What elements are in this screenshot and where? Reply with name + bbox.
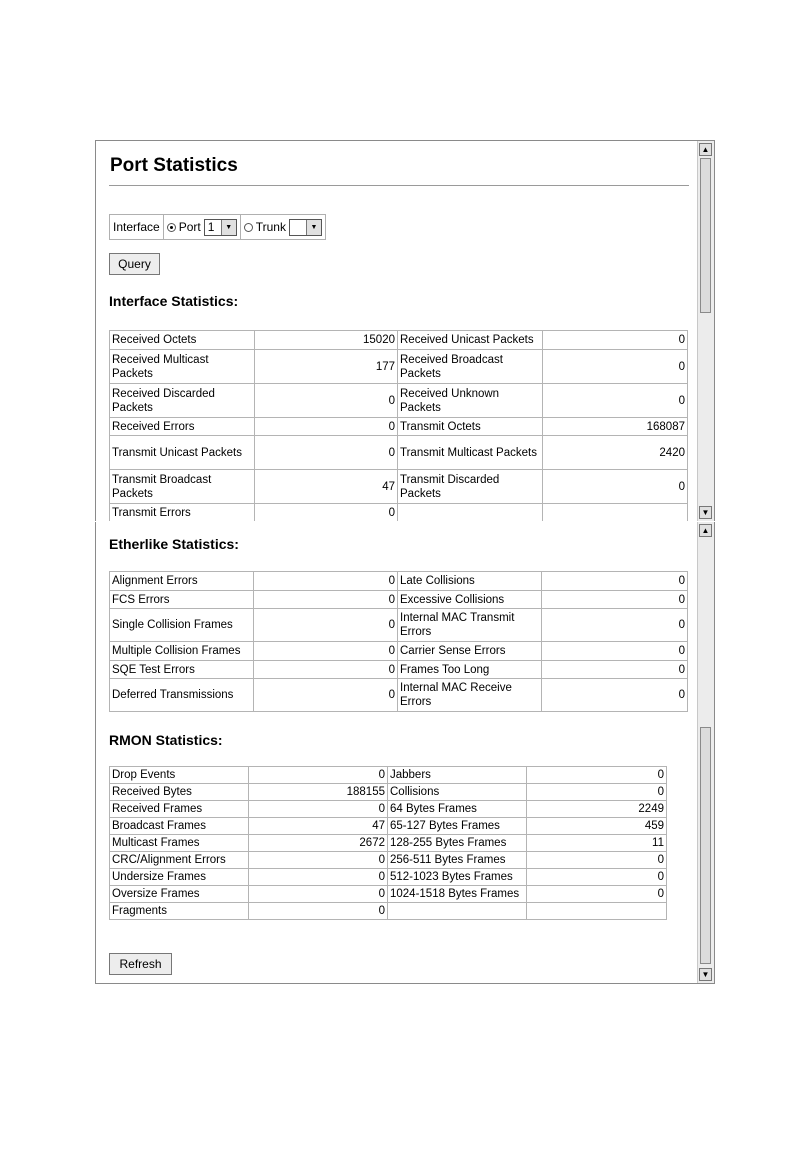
stat-value: 0 xyxy=(254,679,398,712)
stat-label: Received Broadcast Packets xyxy=(398,350,543,384)
table-row xyxy=(110,504,688,522)
stat-value: 2420 xyxy=(543,436,688,470)
stat-label: FCS Errors xyxy=(110,591,254,609)
stat-value xyxy=(527,903,667,920)
stat-label: 512-1023 Bytes Frames xyxy=(388,869,527,886)
stat-value: 168087 xyxy=(543,418,688,436)
stat-value: 11 xyxy=(527,835,667,852)
stat-value: 0 xyxy=(254,591,398,609)
scroll-down-icon[interactable]: ▼ xyxy=(699,968,712,981)
interface-label: Interface xyxy=(113,220,160,234)
stat-label: Transmit Octets xyxy=(398,418,543,436)
stat-label: Late Collisions xyxy=(398,572,542,591)
stat-label: Received Octets xyxy=(110,331,255,350)
stat-value: 0 xyxy=(254,609,398,642)
stat-label: SQE Test Errors xyxy=(110,661,254,679)
stat-value: 0 xyxy=(527,869,667,886)
table-row xyxy=(110,436,688,470)
chevron-down-icon[interactable]: ▼ xyxy=(306,220,321,235)
stat-label: Internal MAC Receive Errors xyxy=(398,679,542,712)
table-row xyxy=(110,572,688,591)
stat-label: Drop Events xyxy=(110,767,249,784)
stat-value: 0 xyxy=(527,784,667,801)
stat-value: 0 xyxy=(527,886,667,903)
etherlike-statistics-title: Etherlike Statistics: xyxy=(109,536,239,552)
table-row xyxy=(110,767,667,784)
stat-value xyxy=(543,504,688,522)
stat-label: 65-127 Bytes Frames xyxy=(388,818,527,835)
stat-label: 128-255 Bytes Frames xyxy=(388,835,527,852)
page-title: Port Statistics xyxy=(110,155,238,176)
table-row xyxy=(110,609,688,642)
stat-label: Received Bytes xyxy=(110,784,249,801)
stat-label: Jabbers xyxy=(388,767,527,784)
stat-label: CRC/Alignment Errors xyxy=(110,852,249,869)
port-statistics-window-bottom xyxy=(95,522,715,984)
interface-statistics-title: Interface Statistics: xyxy=(109,293,239,309)
stat-value: 0 xyxy=(543,470,688,504)
query-button[interactable]: Query xyxy=(109,253,160,275)
stat-label: Fragments xyxy=(110,903,249,920)
stat-label: Transmit Multicast Packets xyxy=(398,436,543,470)
interface-label-cell xyxy=(110,215,164,239)
stat-value: 0 xyxy=(543,331,688,350)
stat-value: 0 xyxy=(542,642,688,661)
interface-statistics-table xyxy=(109,330,688,521)
stat-label: Carrier Sense Errors xyxy=(398,642,542,661)
stat-value: 0 xyxy=(254,572,398,591)
stat-label: Transmit Discarded Packets xyxy=(398,470,543,504)
stat-label: 1024-1518 Bytes Frames xyxy=(388,886,527,903)
table-row xyxy=(110,384,688,418)
port-statistics-window-top xyxy=(95,140,715,521)
trunk-radio-label: Trunk xyxy=(255,220,286,234)
chevron-down-icon[interactable]: ▼ xyxy=(221,220,236,235)
port-select[interactable] xyxy=(204,219,237,236)
stat-label: Frames Too Long xyxy=(398,661,542,679)
stat-label: Single Collision Frames xyxy=(110,609,254,642)
stat-value: 0 xyxy=(542,609,688,642)
table-row xyxy=(110,852,667,869)
stat-value: 2249 xyxy=(527,801,667,818)
stat-label: Received Discarded Packets xyxy=(110,384,255,418)
rmon-statistics-table xyxy=(109,766,667,920)
scroll-down-icon[interactable]: ▼ xyxy=(699,506,712,519)
table-row xyxy=(110,470,688,504)
rmon-statistics-title: RMON Statistics: xyxy=(109,732,223,748)
trunk-cell xyxy=(241,215,325,239)
table-row xyxy=(110,679,688,712)
stat-label: Undersize Frames xyxy=(110,869,249,886)
stat-value: 459 xyxy=(527,818,667,835)
stat-label: Broadcast Frames xyxy=(110,818,249,835)
table-row xyxy=(110,903,667,920)
table-row xyxy=(110,331,688,350)
stat-value: 15020 xyxy=(255,331,398,350)
table-row xyxy=(110,418,688,436)
stat-label xyxy=(388,903,527,920)
stat-label: Transmit Broadcast Packets xyxy=(110,470,255,504)
stat-label: Multiple Collision Frames xyxy=(110,642,254,661)
scroll-up-icon[interactable]: ▲ xyxy=(699,524,712,537)
stat-label: Deferred Transmissions xyxy=(110,679,254,712)
stat-value: 0 xyxy=(255,418,398,436)
table-row xyxy=(110,886,667,903)
stat-value: 188155 xyxy=(249,784,388,801)
stat-value: 47 xyxy=(249,818,388,835)
scrollbar-thumb[interactable] xyxy=(700,727,711,964)
port-cell xyxy=(164,215,241,239)
scroll-up-icon[interactable]: ▲ xyxy=(699,143,712,156)
stat-label: Received Errors xyxy=(110,418,255,436)
title-divider xyxy=(109,185,689,186)
etherlike-statistics-table xyxy=(109,571,688,712)
stat-label: Collisions xyxy=(388,784,527,801)
stat-value: 0 xyxy=(249,903,388,920)
port-radio[interactable] xyxy=(167,223,176,232)
trunk-radio[interactable] xyxy=(244,223,253,232)
stat-label: Oversize Frames xyxy=(110,886,249,903)
scrollbar-thumb[interactable] xyxy=(700,158,711,313)
table-row xyxy=(110,835,667,852)
stat-label: Multicast Frames xyxy=(110,835,249,852)
stat-value: 0 xyxy=(543,350,688,384)
table-row xyxy=(110,642,688,661)
stat-label: Received Unicast Packets xyxy=(398,331,543,350)
refresh-button[interactable]: Refresh xyxy=(109,953,172,975)
stat-label: Received Unknown Packets xyxy=(398,384,543,418)
table-row xyxy=(110,818,667,835)
stat-value: 0 xyxy=(542,572,688,591)
port-select-value: 1 xyxy=(207,220,215,234)
stat-label: Transmit Unicast Packets xyxy=(110,436,255,470)
table-row xyxy=(110,869,667,886)
stat-value: 0 xyxy=(527,767,667,784)
stat-value: 0 xyxy=(249,852,388,869)
stat-value: 0 xyxy=(249,801,388,818)
stat-value: 0 xyxy=(527,852,667,869)
stat-label xyxy=(398,504,543,522)
vertical-scrollbar[interactable] xyxy=(697,522,714,983)
stat-value: 0 xyxy=(249,886,388,903)
stat-value: 0 xyxy=(255,504,398,522)
stat-value: 0 xyxy=(542,591,688,609)
stat-label: Excessive Collisions xyxy=(398,591,542,609)
stat-value: 0 xyxy=(254,642,398,661)
trunk-select[interactable] xyxy=(289,219,322,236)
stat-value: 177 xyxy=(255,350,398,384)
vertical-scrollbar[interactable] xyxy=(697,141,714,521)
interface-selector xyxy=(109,214,326,240)
table-row xyxy=(110,661,688,679)
stat-value: 0 xyxy=(543,384,688,418)
stat-label: Received Frames xyxy=(110,801,249,818)
stat-label: Received Multicast Packets xyxy=(110,350,255,384)
stat-label: Transmit Errors xyxy=(110,504,255,522)
stat-value: 0 xyxy=(249,869,388,886)
stat-value: 0 xyxy=(255,436,398,470)
stat-label: 64 Bytes Frames xyxy=(388,801,527,818)
table-row xyxy=(110,784,667,801)
stat-value: 2672 xyxy=(249,835,388,852)
table-row xyxy=(110,350,688,384)
stat-value: 0 xyxy=(249,767,388,784)
stat-label: 256-511 Bytes Frames xyxy=(388,852,527,869)
stat-value: 0 xyxy=(542,679,688,712)
table-row xyxy=(110,801,667,818)
stat-value: 0 xyxy=(255,384,398,418)
stat-label: Internal MAC Transmit Errors xyxy=(398,609,542,642)
stat-value: 0 xyxy=(254,661,398,679)
stat-value: 0 xyxy=(542,661,688,679)
stat-label: Alignment Errors xyxy=(110,572,254,591)
table-row xyxy=(110,591,688,609)
stat-value: 47 xyxy=(255,470,398,504)
port-radio-label: Port xyxy=(178,220,201,234)
